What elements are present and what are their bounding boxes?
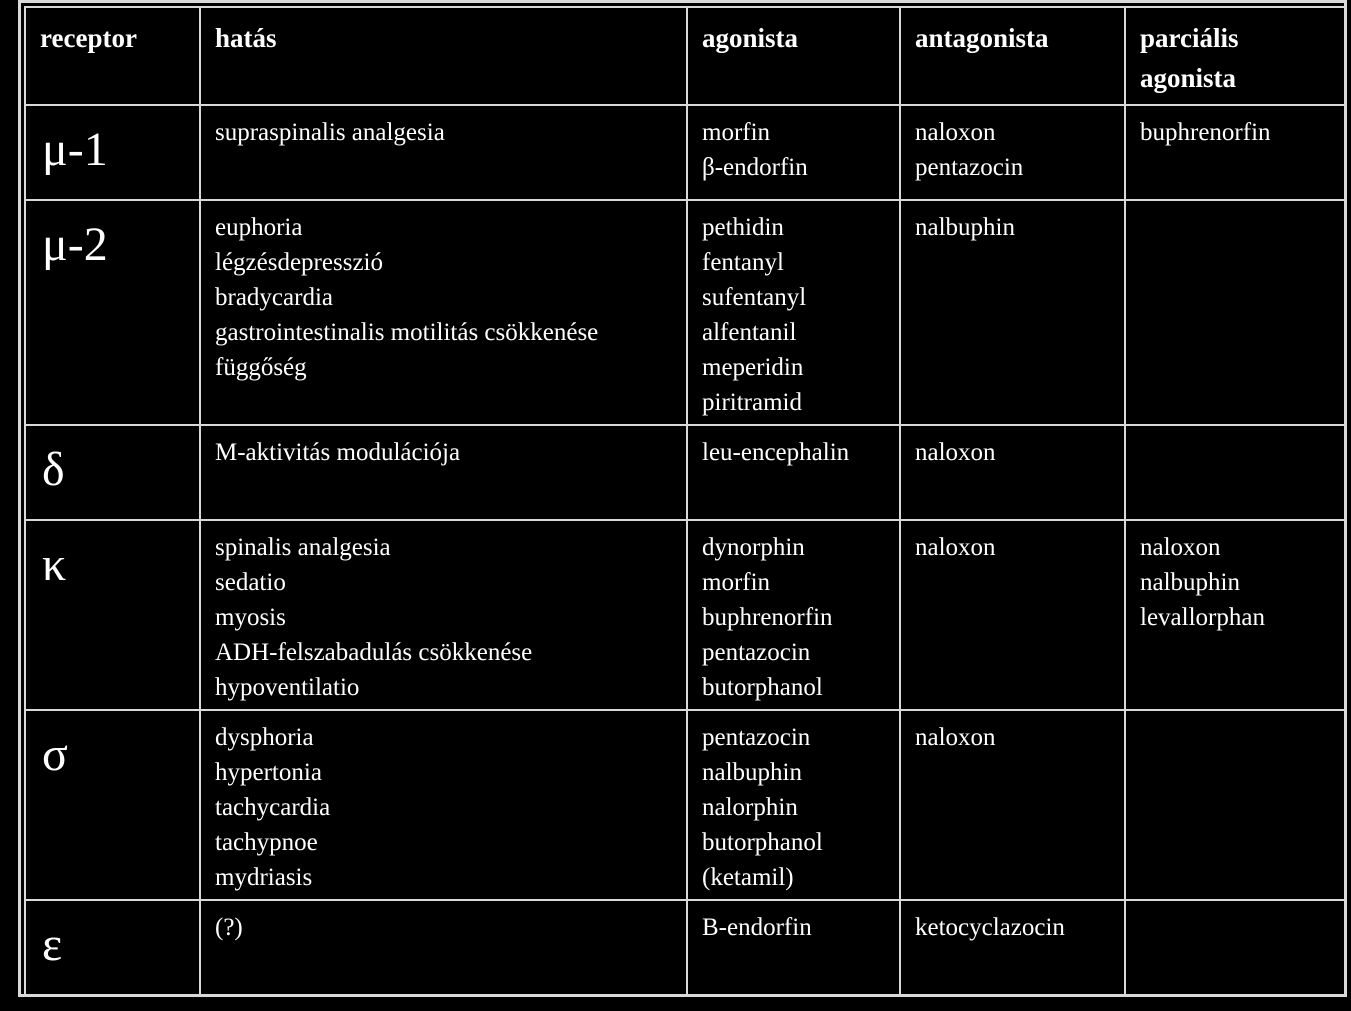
effect-cell: [200, 200, 687, 425]
cell-line: pentazocin: [702, 724, 811, 751]
cell-line: nalorphin: [702, 794, 798, 821]
agonist-cell: [687, 200, 900, 425]
agonist-cell: [687, 425, 900, 520]
cell-line: tachypnoe: [215, 829, 318, 856]
cell-line: pentazocin: [915, 154, 1024, 181]
table-row: [25, 105, 1346, 200]
cell-line: β-endorfin: [702, 154, 808, 181]
receptor-table: [24, 6, 1347, 997]
cell-line: morfin: [702, 119, 771, 146]
cell-line: B-endorfin: [702, 914, 812, 941]
cell-line: légzésdepresszió: [215, 249, 383, 276]
cell-line: naloxon: [915, 119, 996, 146]
header-hatas: hatás: [200, 7, 687, 105]
cell-line: hypoventilatio: [215, 674, 360, 701]
cell-line: fentanyl: [702, 249, 784, 276]
cell-line: buphrenorfin: [1140, 119, 1271, 146]
agonist-cell: [687, 520, 900, 710]
cell-line: spinalis analgesia: [215, 534, 391, 561]
cell-line: (?): [215, 914, 243, 941]
cell-line: sedatio: [215, 569, 286, 596]
antagonist-cell: [900, 710, 1125, 900]
cell-line: bradycardia: [215, 284, 333, 311]
cell-line: piritramid: [702, 389, 802, 416]
cell-line: myosis: [215, 604, 286, 631]
table-row: [25, 900, 1346, 996]
partial-agonist-cell: [1125, 900, 1346, 996]
cell-line: naloxon: [915, 724, 996, 751]
receptor-symbol: ε: [42, 918, 63, 971]
receptor-symbol: μ-2: [42, 218, 108, 271]
effect-cell: [200, 105, 687, 200]
header-receptor: receptor: [25, 7, 200, 105]
cell-line: ketocyclazocin: [915, 914, 1065, 941]
table-row: [25, 710, 1346, 900]
cell-line: hypertonia: [215, 759, 322, 786]
cell-line: levallorphan: [1140, 604, 1265, 631]
effect-cell: [200, 520, 687, 710]
cell-line: M-aktivitás modulációja: [215, 439, 461, 466]
antagonist-cell: [900, 105, 1125, 200]
cell-line: morfin: [702, 569, 771, 596]
receptor-symbol: σ: [42, 728, 68, 781]
receptor-symbol: δ: [42, 443, 65, 496]
header-antagonista: antagonista: [900, 7, 1125, 105]
agonist-cell: [687, 710, 900, 900]
effect-cell: [200, 900, 687, 996]
cell-line: meperidin: [702, 354, 804, 381]
cell-line: függőség: [215, 354, 307, 381]
cell-line: butorphanol: [702, 829, 823, 856]
table-row: [25, 520, 1346, 710]
effect-cell: [200, 710, 687, 900]
partial-agonist-cell: [1125, 425, 1346, 520]
cell-line: sufentanyl: [702, 284, 807, 311]
antagonist-cell: [900, 425, 1125, 520]
receptor-symbol: μ-1: [42, 123, 108, 176]
receptor-cell: [25, 425, 200, 520]
effect-cell: [200, 425, 687, 520]
cell-line: dynorphin: [702, 534, 805, 561]
cell-line: alfentanil: [702, 319, 797, 346]
antagonist-cell: [900, 200, 1125, 425]
antagonist-cell: [900, 520, 1125, 710]
header-row: [25, 7, 1346, 105]
cell-line: supraspinalis analgesia: [215, 119, 445, 146]
cell-line: tachycardia: [215, 794, 331, 821]
cell-line: leu-encephalin: [702, 439, 850, 466]
agonist-cell: [687, 105, 900, 200]
receptor-cell: [25, 710, 200, 900]
header-agonista: agonista: [687, 7, 900, 105]
cell-line: (ketamil): [702, 864, 794, 891]
cell-line: ADH-felszabadulás csökkenése: [215, 639, 533, 666]
cell-line: pethidin: [702, 214, 784, 241]
header-parcialis-agonista: parciális agonista: [1125, 7, 1346, 105]
cell-line: pentazocin: [702, 639, 811, 666]
partial-agonist-cell: [1125, 200, 1346, 425]
partial-agonist-cell: [1125, 520, 1346, 710]
agonist-cell: [687, 900, 900, 996]
table-row: [25, 200, 1346, 425]
cell-line: naloxon: [915, 439, 996, 466]
cell-line: nalbuphin: [702, 759, 802, 786]
receptor-cell: [25, 200, 200, 425]
receptor-symbol: κ: [42, 538, 67, 591]
partial-agonist-cell: [1125, 105, 1346, 200]
cell-line: naloxon: [915, 534, 996, 561]
cell-line: nalbuphin: [915, 214, 1015, 241]
cell-line: dysphoria: [215, 724, 314, 751]
receptor-cell: [25, 520, 200, 710]
cell-line: gastrointestinalis motilitás csökkenése: [215, 319, 599, 346]
cell-line: euphoria: [215, 214, 303, 241]
cell-line: butorphanol: [702, 674, 823, 701]
cell-line: buphrenorfin: [702, 604, 833, 631]
receptor-cell: [25, 105, 200, 200]
antagonist-cell: [900, 900, 1125, 996]
partial-agonist-cell: [1125, 710, 1346, 900]
table-row: [25, 425, 1346, 520]
cell-line: nalbuphin: [1140, 569, 1240, 596]
receptor-table-frame: [18, 0, 1347, 997]
receptor-cell: [25, 900, 200, 996]
cell-line: naloxon: [1140, 534, 1221, 561]
cell-line: mydriasis: [215, 864, 313, 891]
